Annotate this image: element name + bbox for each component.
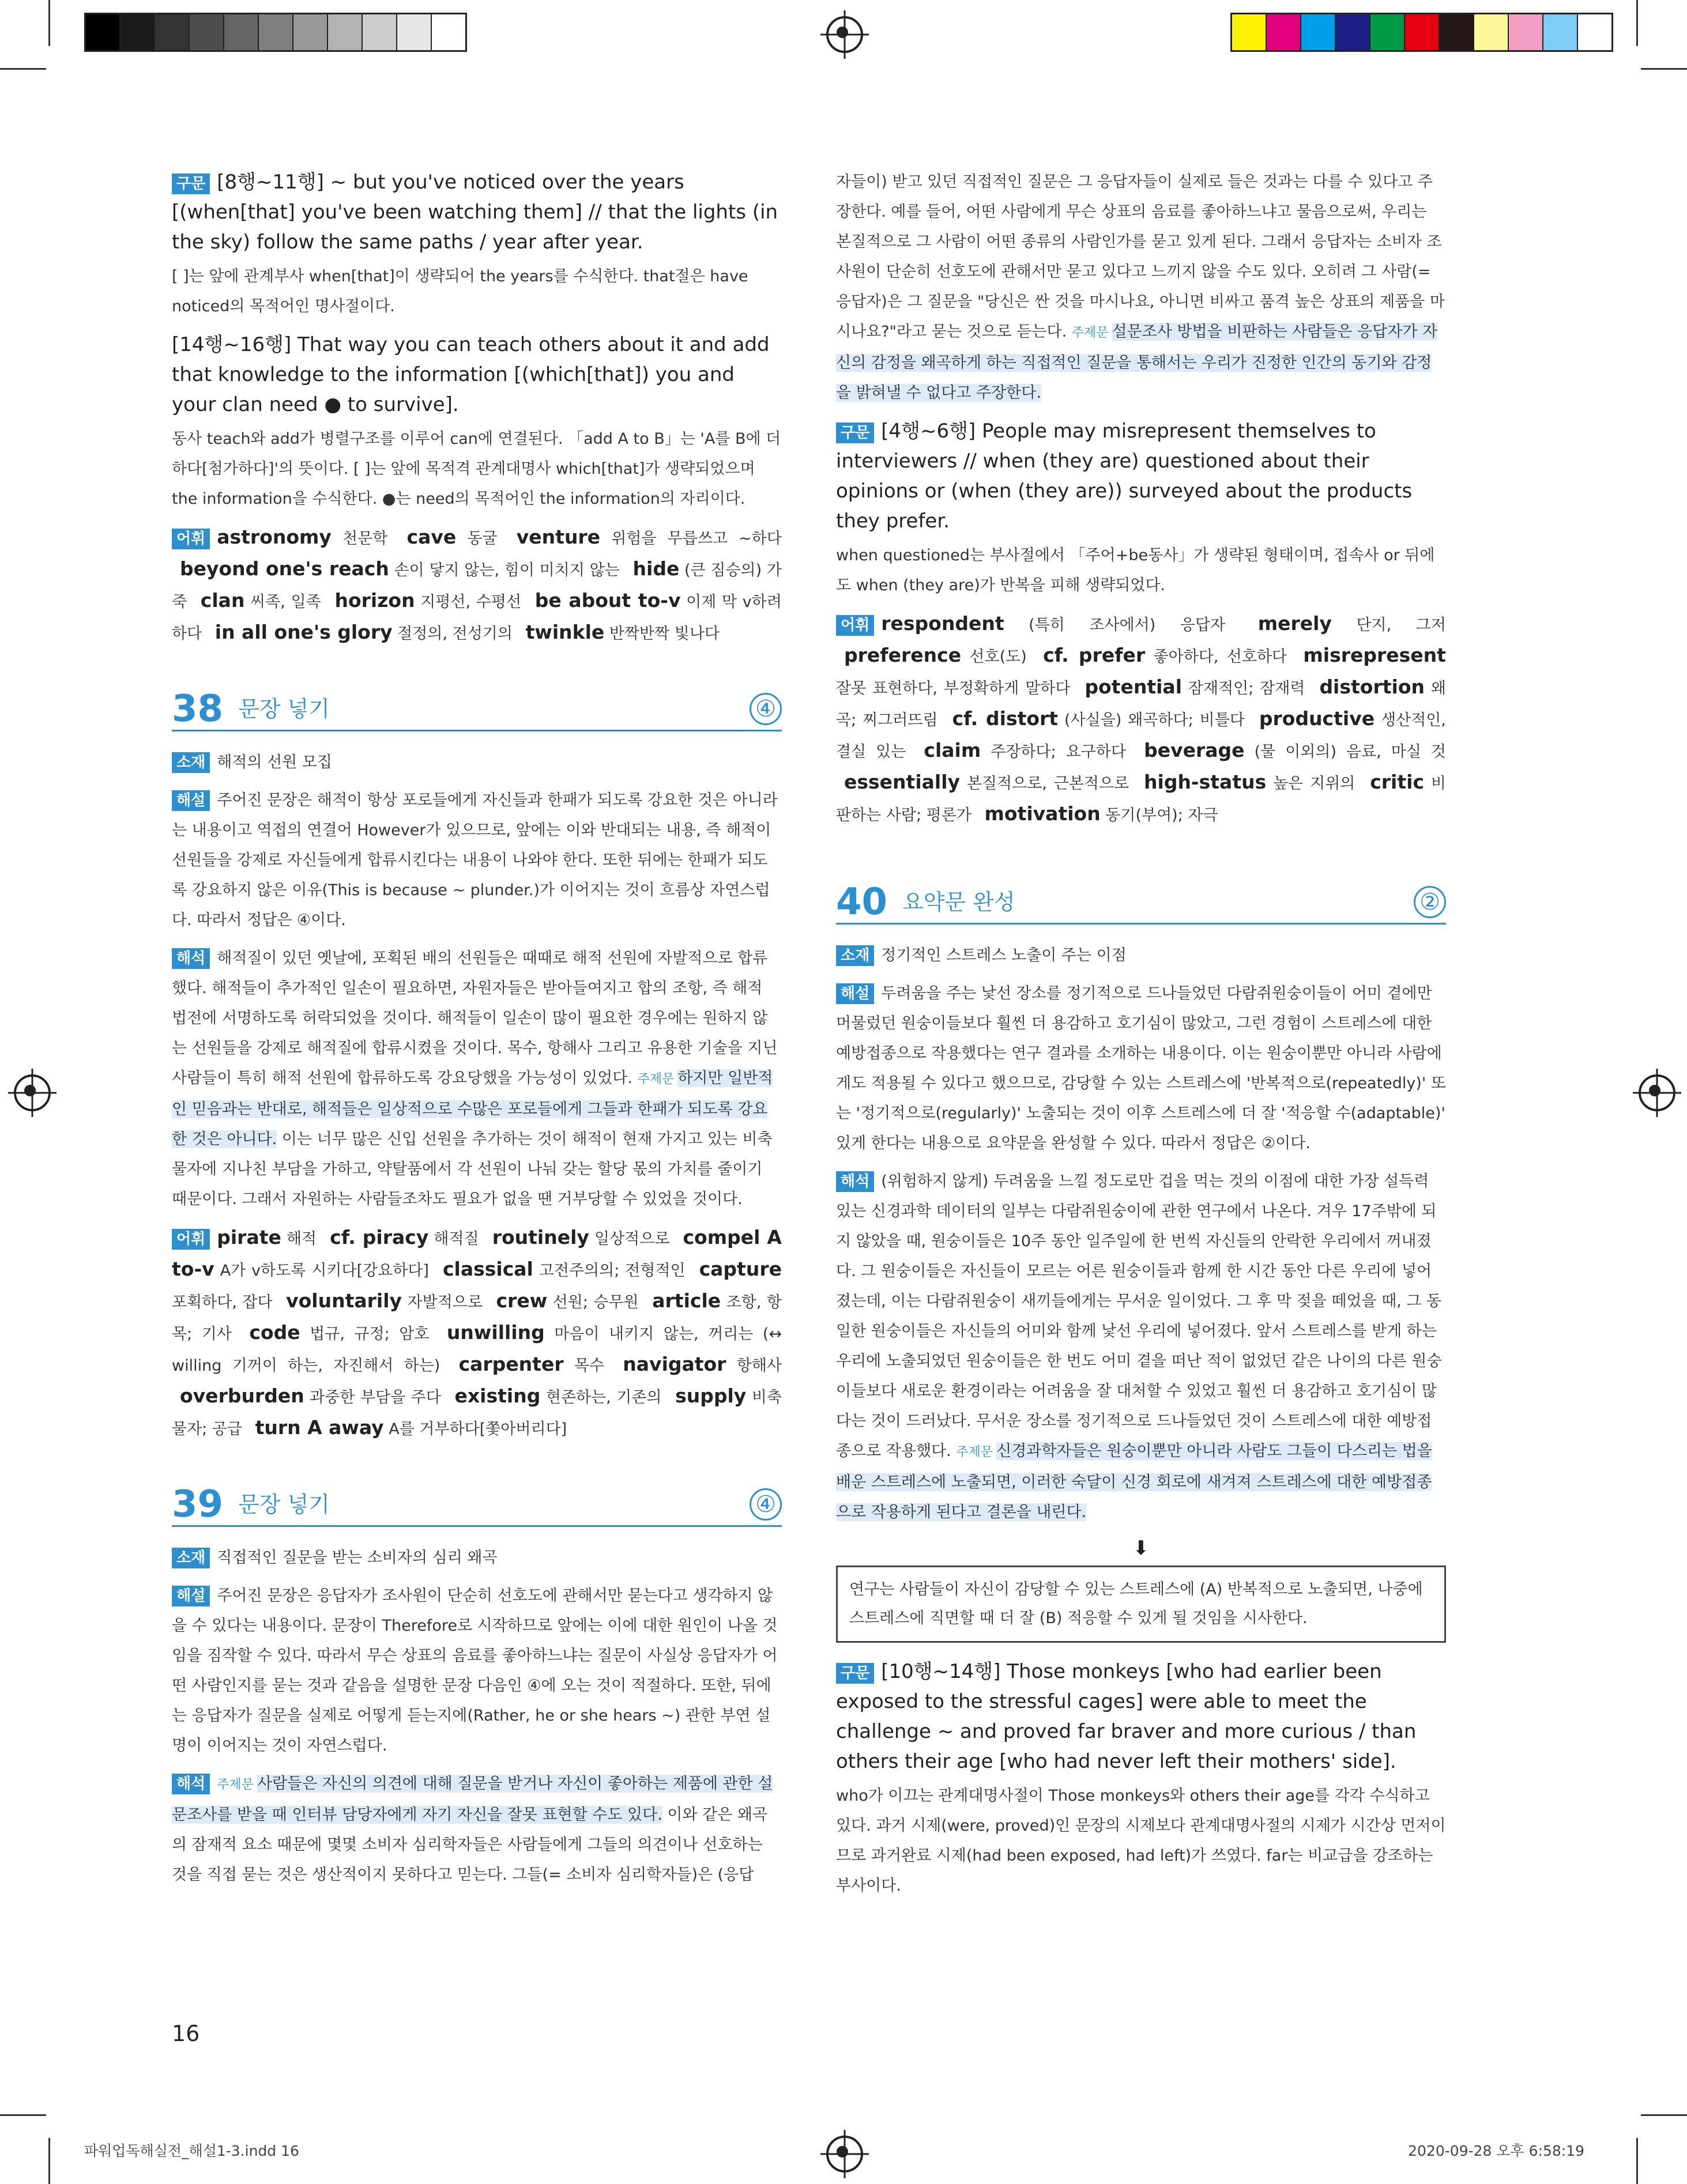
haeseol-paragraph xyxy=(836,979,1446,1159)
vocab-meaning: 손이 닿지 않는, 힘이 미치지 않는 xyxy=(394,561,620,579)
vocab-meaning: 포획하다, 잡다 xyxy=(172,1293,273,1311)
sojae-line xyxy=(836,941,1446,971)
vocab-word: article xyxy=(652,1289,721,1312)
vocab-meaning: 생산적인, 결실 있는 xyxy=(836,711,1446,761)
vocab-meaning: 조항, 항목; 기사 xyxy=(172,1293,782,1343)
vocab-meaning: 일상적으로 xyxy=(594,1230,670,1248)
right-column xyxy=(836,167,1446,1909)
vocab-tag: 어휘 xyxy=(172,1229,210,1250)
vocab-word: overburden xyxy=(180,1385,304,1407)
vocab-meaning: (큰 짐승의) 가죽 xyxy=(172,561,782,611)
vocab-meaning: 높은 지위의 xyxy=(1273,775,1355,793)
vocab-meaning: A를 거부하다[쫓아버리다] xyxy=(389,1420,567,1438)
answer-badge: ② xyxy=(1414,886,1446,918)
gray-swatch xyxy=(155,14,190,50)
color-swatch xyxy=(1440,14,1474,50)
vocab-word: compel A to-v xyxy=(172,1226,782,1280)
color-swatch xyxy=(1232,14,1267,50)
vocab-word: astronomy xyxy=(217,526,332,548)
question-number: 38 xyxy=(172,688,224,730)
footer-datetime: 2020-09-28 오후 6:58:19 xyxy=(1408,2142,1584,2159)
vocab-word: cave xyxy=(406,526,457,548)
sojae-line xyxy=(172,748,782,778)
vocab-meaning: 해적질 xyxy=(434,1230,479,1248)
vocab-word: beyond one's reach xyxy=(180,557,389,580)
topic-sentence: 설문조사 방법을 비판하는 사람들은 응답자가 자신의 감정을 왜곡하게 하는 직접적인 질문을 통해서는 우리가 진정한 인간의 동기와 감정을 밝혀낼 수 없다고 주장한다. xyxy=(836,323,1438,402)
vocab-meaning: 좋아하다, 선호하다 xyxy=(1153,648,1287,666)
question-38-header xyxy=(172,688,782,731)
vocab-word: twinkle xyxy=(525,621,605,643)
crop-mark xyxy=(1641,68,1687,70)
vocab-word: voluntarily xyxy=(286,1289,402,1312)
vocab-word: hide xyxy=(632,557,680,580)
vocab-word: turn A away xyxy=(255,1416,384,1439)
vocab-word: carpenter xyxy=(458,1353,564,1375)
registration-mark-bottom xyxy=(826,2136,863,2172)
vocab-meaning: 반짝반짝 빛나다 xyxy=(609,625,720,643)
topic-sentence-label: 주제문 xyxy=(217,1778,254,1792)
vocab-meaning: 지평선, 수평선 xyxy=(420,593,522,611)
color-swatch xyxy=(1267,14,1301,50)
vocab-meaning: 목수 xyxy=(574,1357,605,1375)
vocab-word: cf. piracy xyxy=(330,1226,429,1248)
gumun-sentence-1 xyxy=(172,167,782,257)
haeseok-paragraph xyxy=(172,944,782,1214)
gumun-english: [10행~14행] Those monkeys [who had earlier been exposed to the stressful cages] were able to meet the challenge ~ and proved far braver and more curious / than others their age [who had never left their mothers' side]. xyxy=(836,1660,1417,1773)
haeseol-paragraph xyxy=(172,1581,782,1761)
gumun-tag: 구문 xyxy=(836,423,874,443)
vocab-word: code xyxy=(249,1321,300,1344)
vocab-word: pirate xyxy=(217,1226,281,1248)
vocab-meaning: 항해사 xyxy=(736,1357,782,1375)
crop-mark xyxy=(0,68,46,70)
question-number: 39 xyxy=(172,1483,224,1526)
page-number: 16 xyxy=(172,2021,200,2046)
haeseol-text: 주어진 문장은 해적이 항상 포로들에게 자신들과 한패가 되도록 강요한 것은 아니라는 내용이고 역접의 연결어 However가 있으므로, 앞에는 이와 반대되는 내용, 즉 해적이 선원들을 강제로 자신들에게 합류시킨다는 내용이 나와야 한다. 또한 뒤에는 한패가 되도록 강요하지 않은 이유(This is because ~ plunder.)가 이어지는 것이 흐름상 자연스럽다. 따라서 정답은 ④이다. xyxy=(172,791,778,929)
gray-swatch xyxy=(328,14,363,50)
vocab-meaning: 천문학 xyxy=(342,530,388,548)
vocab-word: capture xyxy=(699,1258,782,1280)
vocab-word: navigator xyxy=(623,1353,726,1375)
vocab-block-1 xyxy=(172,522,782,649)
sojae-line xyxy=(172,1543,782,1573)
vocab-word: unwilling xyxy=(446,1321,545,1344)
vocab-meaning: 왜곡; 찌그러뜨림 xyxy=(836,680,1447,729)
gumun-explanation-2: 동사 teach와 add가 병렬구조를 이루어 can에 연결된다. 「add A to B」는 'A를 B에 더하다[첨가하다]'의 뜻이다. [ ]는 앞에 목적격 관계대명사 which[that]가 생략되었으며 the information을 수식한다. ●는 need의 목적어인 the information의 자리이다. xyxy=(172,430,781,508)
topic-sentence-label: 주제문 xyxy=(637,1072,675,1087)
topic-sentence: 하지만 일반적인 믿음과는 반대로, 해적들은 일상적으로 수많은 포로들에게 그들과 한패가 되도록 강요한 것은 아니다. xyxy=(172,1069,773,1148)
haeseok-text: 자들이) 받고 있던 직접적인 질문은 그 응답자들이 실제로 들은 것과는 다를 수 있다고 주장한다. 예를 들어, 어떤 사람에게 무슨 상표의 음료를 좋아하느냐고 물음으로써, 우리는 본질적으로 그 사람이 어떤 종류의 사람인가를 묻고 있게 된다. 그래서 응답자는 소비자 조사원이 단순히 선호도에 관해서만 묻고 있다고 느끼지 않을 수도 있다. 오히려 그 사람(= 응답자)은 그 질문을 "당신은 싼 것을 마시나요, 아니면 비싸고 품격 높은 상표의 제품을 마시나요?"라고 묻는 것으로 듣는다. xyxy=(836,173,1445,341)
haeseok-paragraph xyxy=(172,1769,782,1890)
vocab-meaning: 법규, 규정; 암호 xyxy=(310,1325,430,1343)
vocab-meaning: (물 이외의) 음료, 마실 것 xyxy=(1254,743,1447,761)
vocab-tag: 어휘 xyxy=(836,615,874,636)
vocab-word: clan xyxy=(200,589,245,612)
question-title: 요약문 완성 xyxy=(902,889,1015,915)
haeseok-tag: 해석 xyxy=(836,1171,874,1192)
gumun-tag: 구문 xyxy=(172,173,210,194)
vocab-word: beverage xyxy=(1144,739,1245,761)
vocab-word: horizon xyxy=(334,589,415,612)
vocab-word: respondent xyxy=(881,612,1004,635)
vocab-meaning: 비축물자; 공급 xyxy=(172,1389,782,1438)
topic-sentence-label: 주제문 xyxy=(1071,326,1109,340)
vocab-meaning: 해적 xyxy=(286,1230,317,1248)
gray-swatch-bar xyxy=(84,13,467,52)
color-swatch xyxy=(1543,14,1578,50)
vocab-meaning: 동굴 xyxy=(467,530,498,548)
vocab-word: productive xyxy=(1259,707,1375,730)
haeseok-paragraph xyxy=(836,1167,1446,1527)
gumun-english: [4행~6행] People may misrepresent themselves to interviewers // when (they are) questioned about their opinions or (when (they are)) surveyed about the products they prefer. xyxy=(836,420,1413,533)
vocab-meaning: 본질적으로, 근본적으로 xyxy=(966,775,1129,793)
topic-sentence: 신경과학자들은 원숭이뿐만 아니라 사람도 그들이 다스리는 법을 배운 스트레스에 노출되면, 이러한 숙달이 신경 회로에 새겨져 스트레스에 대한 예방접종으로 작용하게 된다고 결론을 내린다. xyxy=(836,1442,1432,1521)
gray-swatch xyxy=(224,14,259,50)
haeseol-tag: 해설 xyxy=(172,790,210,811)
sojae-text: 해적의 선원 모집 xyxy=(217,753,332,771)
gumun-tag: 구문 xyxy=(836,1663,874,1684)
haeseol-text: 두려움을 주는 낯선 장소를 정기적으로 드나들었던 다람쥐원숭이들이 어미 곁에만 머물렀던 원숭이들보다 훨씬 더 용감하고 호기심이 많았고, 그런 경험이 스트레스에 대한 예방접종으로 작용했다는 연구 결과를 소개하는 내용이다. 이는 원숭이뿐만 아니라 사람에게도 적용될 수 있다고 했으므로, 감당할 수 있는 스트레스에 '반복적으로(repeatedly)' 또는 '정기적으로(regularly)' 노출되는 것이 이후 스트레스에 더 잘 '적응할 수(adaptable)' 있게 한다는 내용으로 요약문을 완성할 수 있다. 따라서 정답은 ②이다. xyxy=(836,985,1447,1152)
vocab-meaning: A가 v하도록 시키다[강요하다] xyxy=(220,1262,429,1280)
vocab-word: routinely xyxy=(492,1226,589,1248)
registration-mark-right xyxy=(1639,1074,1675,1111)
crop-mark xyxy=(0,2114,46,2116)
topic-sentence: 사람들은 자신의 의견에 대해 질문을 받거나 자신이 좋아하는 제품에 관한 설문조사를 받을 때 인터뷰 담당자에게 자기 자신을 잘못 표현할 수도 있다. xyxy=(172,1775,773,1824)
sojae-tag: 소재 xyxy=(172,1548,210,1568)
vocab-meaning: 위험을 무릅쓰고 ~하다 xyxy=(611,530,782,548)
answer-badge: ④ xyxy=(750,693,782,725)
sojae-tag: 소재 xyxy=(836,945,874,966)
haeseok-text-rest: 이와 같은 왜곡의 잠재적 요소 때문에 몇몇 소비자 심리학자들은 사람들에게 그들의 의견이나 선호하는 것을 직접 묻는 것은 생산적이지 못하다고 믿는다. 그들(= 소비자 심리학자들)은 (응답 xyxy=(172,1806,768,1884)
vocab-word: classical xyxy=(442,1258,533,1280)
vocab-meaning: 현존하는, 기존의 xyxy=(545,1389,662,1406)
gray-swatch xyxy=(432,14,465,50)
haeseol-text: 주어진 문장은 응답자가 조사원이 단순히 선호도에 관해서만 묻는다고 생각하지 않을 수 있다는 내용이다. 문장이 Therefore로 시작하므로 앞에는 이에 대한 원인이 나올 것임을 짐작할 수 있다. 따라서 무슨 상표의 음료를 좋아하느냐는 질문이 사실상 응답자가 어떤 사람인지를 묻는 것과 같음을 설명한 문장 다음인 ④에 오는 것이 적절하다. 또한, 뒤에는 응답자가 질문을 실제로 어떻게 듣는지에(Rather, he or she hears ~) 관한 부연 설명이 이어지는 것이 자연스럽다. xyxy=(172,1587,778,1755)
vocab-word: be about to-v xyxy=(534,589,681,612)
vocab-word: supply xyxy=(675,1385,747,1407)
vocab-word: critic xyxy=(1370,771,1425,793)
vocab-block-2 xyxy=(172,1223,782,1444)
vocab-word: merely xyxy=(1257,612,1332,635)
color-swatch xyxy=(1474,14,1509,50)
vocab-meaning: 선호(도) xyxy=(969,648,1027,666)
vocab-meaning: 선원; 승무원 xyxy=(552,1293,639,1311)
gray-swatch xyxy=(190,14,224,50)
vocab-word: venture xyxy=(516,526,601,548)
vocab-meaning: 고전주의의; 전형적인 xyxy=(539,1262,686,1280)
vocab-word: claim xyxy=(924,739,981,761)
crop-mark xyxy=(48,0,50,46)
color-swatch xyxy=(1578,14,1611,50)
vocab-meaning: 절정의, 전성기의 xyxy=(397,625,513,643)
vocab-meaning: 마음이 내키지 않는, 꺼리는 (↔ willing 기꺼이 하는, 자진해서 하는) xyxy=(172,1325,782,1375)
vocab-meaning: 씨족, 일족 xyxy=(250,593,321,611)
vocab-word: in all one's glory xyxy=(214,621,393,643)
gray-swatch xyxy=(259,14,293,50)
vocab-word: existing xyxy=(454,1385,541,1407)
haeseok-tag: 해석 xyxy=(172,1774,210,1794)
vocab-word: cf. distort xyxy=(952,707,1059,730)
crop-mark xyxy=(1641,2114,1687,2116)
question-39-header xyxy=(172,1483,782,1527)
sojae-text: 정기적인 스트레스 노출이 주는 이점 xyxy=(881,946,1127,964)
vocab-meaning: 자발적으로 xyxy=(407,1293,483,1311)
haeseok-text: (위험하지 않게) 두려움을 느낄 정도로만 겁을 먹는 것의 이점에 대한 가장 설득력 있는 신경과학 데이터의 일부는 다람쥐원숭이에 관한 연구에서 나온다. 겨우 17주밖에 되지 않았을 때, 원숭이들은 10주 동안 일주일에 한 번씩 자신들의 안락한 우리에서 꺼내졌다. 그 원숭이들은 자신들이 모르는 어른 원숭이들과 함께 한 시간 동안 다른 우리에 넣어졌는데, 이는 다람쥐원숭이 새끼들에게는 무서운 일이었다. 그 후 막 젖을 떼었을 때, 그 동일한 원숭이들은 자신들의 어미와 함께 낯선 우리에 넣어졌다. 앞서 스트레스를 받게 하는 우리에 노출되었던 원숭이들은 한 번도 어미 곁을 떠난 적이 없었던 같은 나이의 다른 원숭이들보다 새로운 환경이라는 어려움을 잘 대처할 수 있었고 훨씬 더 용감하고 호기심이 많다는 것이 드러났다. 무서운 장소를 정기적으로 드나들었던 것이 스트레스에 대한 예방접종으로 작용했다. xyxy=(836,1172,1442,1460)
sojae-tag: 소재 xyxy=(172,752,210,773)
question-number: 40 xyxy=(836,881,888,923)
vocab-meaning: 이제 막 v하려 하다 xyxy=(172,593,782,643)
color-swatch xyxy=(1336,14,1370,50)
registration-mark-left xyxy=(14,1074,51,1111)
down-arrow-icon: ⬇ xyxy=(1132,1537,1150,1560)
color-swatch xyxy=(1405,14,1440,50)
crop-mark xyxy=(1636,0,1638,46)
vocab-word: misrepresent xyxy=(1303,644,1446,666)
topic-sentence-label: 주제문 xyxy=(956,1445,993,1459)
vocab-meaning: 주장하다; 요구하다 xyxy=(991,743,1127,761)
gumun-explanation: who가 이끄는 관계대명사절이 Those monkeys와 others their age를 각각 수식하고 있다. 과거 시제(were, proved)인 문장의 시제보다 관계대명사절의 시제가 시간상 먼저이므로 과거완료 시제(had been exposed, had left)가 쓰였다. far는 비교급을 강조하는 부사이다. xyxy=(836,1787,1446,1895)
crop-mark xyxy=(48,2138,50,2184)
vocab-meaning: 비판하는 사람; 평론가 xyxy=(836,775,1446,824)
vocab-tag: 어휘 xyxy=(172,529,210,549)
gumun-english-2: [14행~16행] That way you can teach others about it and add that knowledge to the information [(which[that]) you and your clan need ● to survive]. xyxy=(172,333,770,416)
haeseol-tag: 해설 xyxy=(172,1586,210,1606)
vocab-word: essentially xyxy=(844,771,961,793)
gray-swatch xyxy=(120,14,155,50)
crop-mark xyxy=(1636,2138,1638,2184)
question-title: 문장 넣기 xyxy=(238,696,330,722)
gumun-sentence xyxy=(836,416,1446,536)
vocab-meaning: 잠재적인; 잠재력 xyxy=(1188,680,1305,697)
gumun-sentence xyxy=(836,1657,1446,1776)
vocab-meaning: 단지, 그저 xyxy=(1356,616,1446,634)
vocab-word: motivation xyxy=(984,802,1101,825)
haeseol-tag: 해설 xyxy=(836,983,874,1004)
left-column xyxy=(172,167,782,1898)
haeseok-text: 해적질이 있던 옛날에, 포획된 배의 선원들은 때때로 해적 선원에 자발적으로 합류했다. 해적들이 추가적인 일손이 필요하면, 자원자들은 받아들여지고 합의 조항, 즉 해적 법전에 서명하도록 허락되었을 것이다. 해적들이 일손이 많이 필요한 경우에는 원하지 않는 선원들을 강제로 해적질에 합류시켰을 것이다. 목수, 항해사 그리고 유용한 기술을 지닌 사람들이 특히 해적 선원에 합류하도록 강요당했을 가능성이 있었다. xyxy=(172,949,778,1087)
vocab-meaning: 과중한 부담을 주다 xyxy=(310,1389,441,1406)
gray-swatch xyxy=(397,14,432,50)
gray-swatch xyxy=(293,14,328,50)
color-swatch-bar xyxy=(1230,13,1613,52)
vocab-word: preference xyxy=(844,644,962,666)
color-swatch xyxy=(1509,14,1543,50)
vocab-meaning: 동기(부여); 자극 xyxy=(1105,806,1218,824)
question-title: 문장 넣기 xyxy=(238,1492,330,1517)
sojae-text: 직접적인 질문을 받는 소비자의 심리 왜곡 xyxy=(217,1549,498,1567)
footer-filename: 파워업독해실전_해설1-3.indd 16 xyxy=(84,2142,299,2159)
gray-swatch xyxy=(86,14,120,50)
vocab-word: crew xyxy=(496,1289,548,1312)
vocab-meaning: (특히 조사에서) 응답자 xyxy=(1029,616,1226,634)
vocab-meaning: 잘못 표현하다, 부정확하게 말하다 xyxy=(836,680,1071,697)
gumun-explanation-1: [ ]는 앞에 관계부사 when[that]이 생략되어 the years를 수식한다. that절은 have noticed의 목적어인 명사절이다. xyxy=(172,267,748,315)
haeseol-paragraph xyxy=(172,786,782,936)
gumun-explanation: when questioned는 부사절에서 「주어+be동사」가 생략된 형태이며, 접속사 or 뒤에도 when (they are)가 반복을 피해 생략되었다. xyxy=(836,546,1435,594)
summary-box: 연구는 사람들이 자신이 감당할 수 있는 스트레스에 (A) 반복적으로 노출되면, 나중에 스트레스에 직면할 때 더 잘 (B) 적응할 수 있게 될 것임을 시사한다. xyxy=(836,1566,1446,1643)
answer-badge: ④ xyxy=(750,1488,782,1521)
gray-swatch xyxy=(363,14,397,50)
vocab-block-3 xyxy=(836,609,1446,831)
haeseok-tag: 해석 xyxy=(172,948,210,969)
vocab-word: potential xyxy=(1084,676,1182,698)
haeseok-text-rest: 이는 너무 많은 신입 선원을 추가하는 것이 해적이 현재 가지고 있는 비축물자에 지나친 부담을 가하고, 약탈품에서 각 선원이 나눠 갖는 할당 몫의 가치를 줄이기 때문이다. 그래서 자원하는 사람들조차도 필요가 없을 땐 거부당할 수 있었을 것이다. xyxy=(172,1130,773,1208)
haeseok-continuation xyxy=(836,167,1446,408)
gumun-english-1: [8행~11행] ~ but you've noticed over the years [(when[that] you've been watching them] // that the lights (in the sky) follow the same paths / year after year. xyxy=(172,171,778,254)
color-swatch xyxy=(1301,14,1336,50)
vocab-word: distortion xyxy=(1319,676,1425,698)
color-swatch xyxy=(1370,14,1405,50)
vocab-meaning: (사실을) 왜곡하다; 비틀다 xyxy=(1064,711,1245,729)
question-40-header xyxy=(836,881,1446,925)
vocab-word: cf. prefer xyxy=(1043,644,1146,666)
registration-mark-top xyxy=(826,16,863,53)
vocab-word: high-status xyxy=(1144,771,1267,793)
